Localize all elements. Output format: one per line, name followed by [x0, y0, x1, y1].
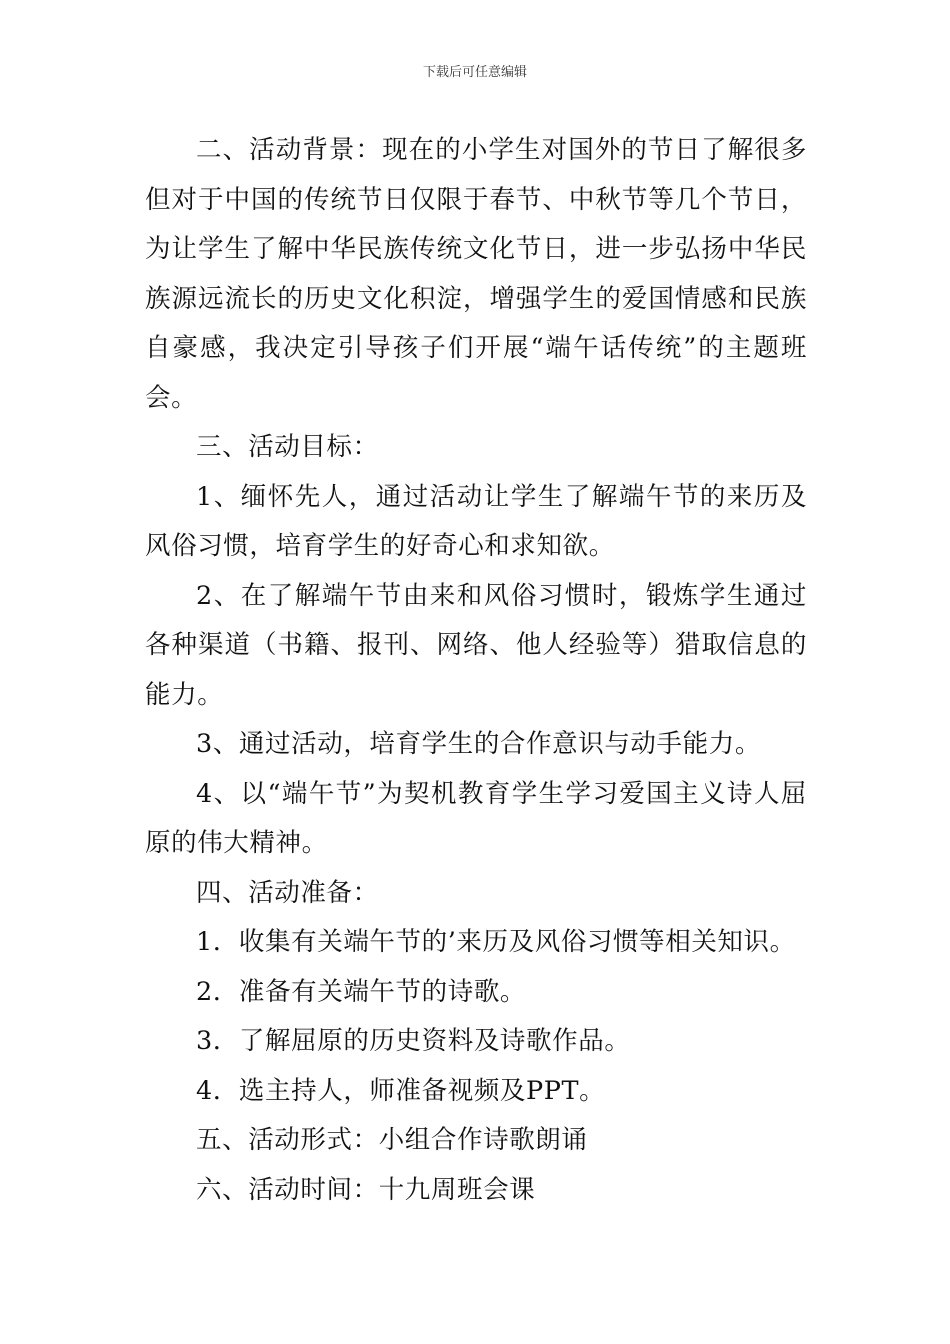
preparation-item-4: 4．选主持人，师准备视频及PPT。 [196, 1075, 606, 1106]
heading-activity-preparation: 四、活动准备： [196, 877, 379, 908]
page-header-note: 下载后可任意编辑 [422, 65, 527, 80]
preparation-item-3: 3．了解屈原的历史资料及诗歌作品。 [196, 1026, 631, 1056]
paragraph-activity-time: 六、活动时间：十九周班会课 [196, 1174, 536, 1205]
goal-item-3: 3、通过活动，培育学生的合作意识与动手能力。 [196, 729, 761, 759]
paragraph-activity-background: 二、活动背景：现在的小学生对国外的节日了解很多但对于中国的传统节日仅限于春节、中秋节等几个节日，为让学生了解中华民族传统文化节日，进一步弘扬中华民族源远流长的历史文化积淀，增强学生的爱国情感和民族自豪感，我决定引导孩子们开展“端午话传统”的主题班会。 [145, 135, 807, 413]
preparation-item-2: 2．准备有关端午节的诗歌。 [196, 976, 527, 1007]
goal-item-2: 2、在了解端午节由来和风俗习惯时，锻炼学生通过各种渠道（书籍、报刊、网络、他人经验等）猎取信息的能力。 [145, 580, 807, 710]
paragraph-activity-form: 五、活动形式：小组合作诗歌朗诵 [196, 1125, 588, 1155]
goal-item-1: 1、缅怀先人，通过活动让学生了解端午节的来历及风俗习惯，培育学生的好奇心和求知欲。 [145, 481, 807, 561]
goal-item-4: 4、以“端午节”为契机教育学生学习爱国主义诗人屈原的伟大精神。 [145, 778, 807, 858]
document-body [145, 126, 807, 1215]
preparation-item-1: 1．收集有关端午节的’来历及风俗习惯等相关知识。 [196, 927, 796, 957]
heading-activity-goals: 三、活动目标： [196, 432, 379, 462]
